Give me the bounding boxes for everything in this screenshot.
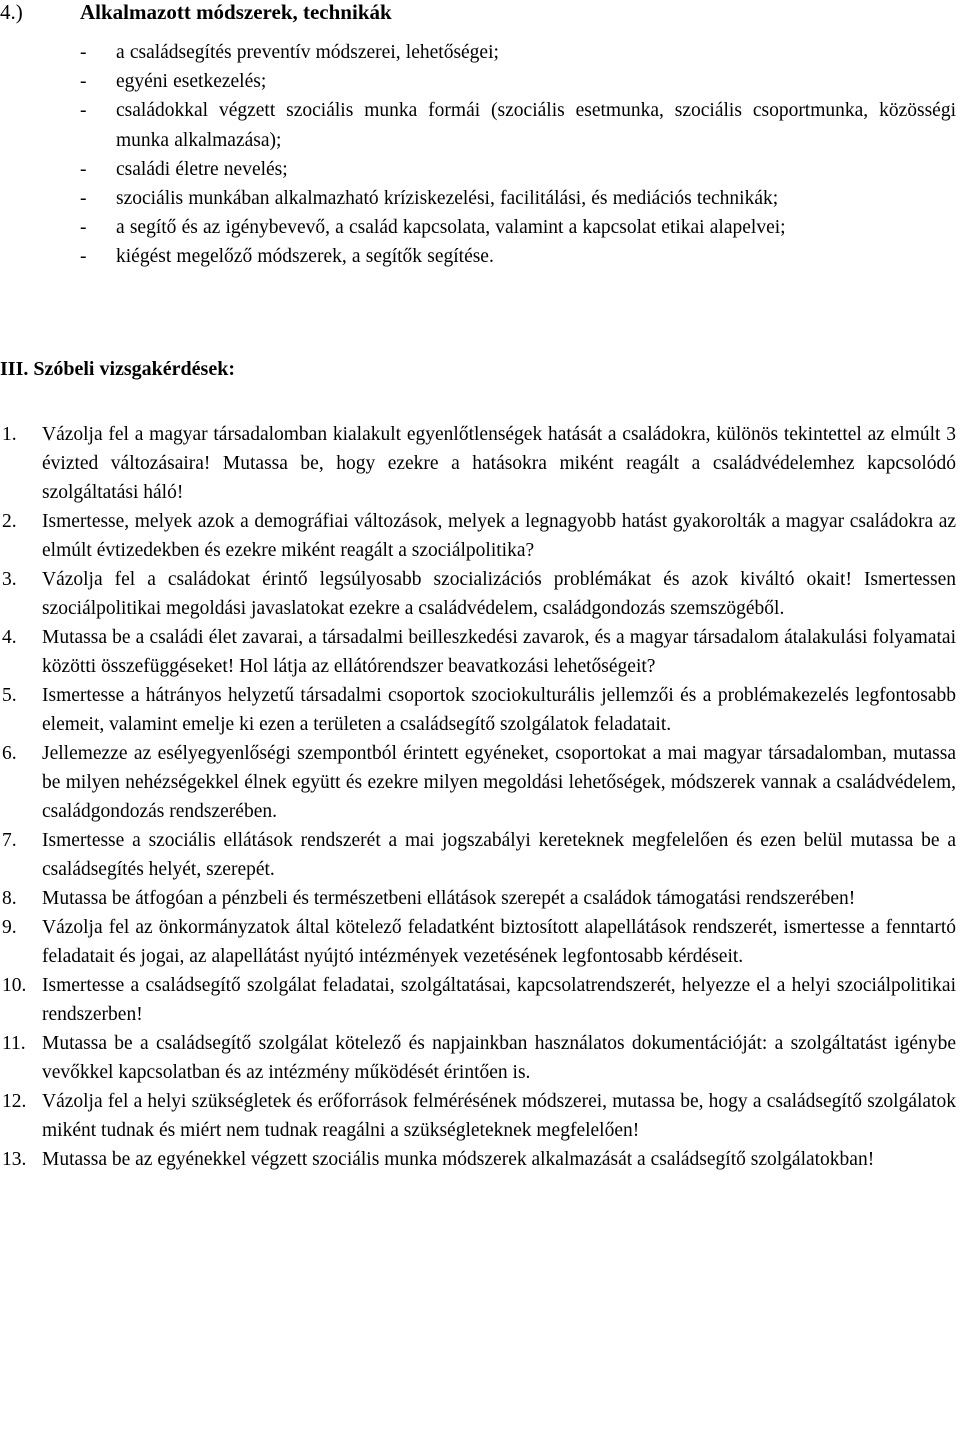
exam-questions-title: III. Szóbeli vizsgakérdések: <box>0 358 235 380</box>
exam-question <box>0 623 960 681</box>
method-text: a segítő és az igénybevevő, a család kapcsolata, valamint a kapcsolat etikai alapelvei; <box>116 217 786 239</box>
method-item <box>0 213 960 242</box>
question-number: 8. <box>2 888 17 909</box>
question-number: 11. <box>2 1033 26 1054</box>
method-list <box>0 38 960 272</box>
exam-question <box>0 681 960 739</box>
exam-question <box>0 1087 960 1145</box>
question-text: Ismertesse, melyek azok a demográfiai változások, melyek a legnagyobb hatást gyakorolták a magyar családokra az elmúlt évtizedekben és ezekre miként reagált a szociálpolitika? <box>42 511 956 561</box>
dash-marker: - <box>80 188 87 210</box>
question-number: 10. <box>2 975 27 996</box>
method-text: családi életre nevelés; <box>116 158 288 180</box>
question-text: Ismertesse a szociális ellátások rendszerét a mai jogszabályi kereteknek megfelelően és ezen belül mutassa be a családsegítés helyét, szerepét. <box>42 830 956 880</box>
dash-marker: - <box>80 71 87 93</box>
method-item <box>0 242 960 271</box>
section-heading <box>0 0 960 26</box>
question-number: 1. <box>2 424 17 445</box>
question-number: 9. <box>2 917 17 938</box>
question-text: Mutassa be a családi élet zavarai, a társadalmi beilleszkedési zavarok, és a magyar társadalom átalakulási folyamatai közötti összefüggéseket! Hol látja az ellátórendszer beavatkozási lehetőségeit? <box>42 627 956 677</box>
section-title: Alkalmazott módszerek, technikák <box>80 0 392 24</box>
question-text: Ismertesse a családsegítő szolgálat feladatai, szolgáltatásai, kapcsolatrendszerét, helyezze el a helyi szociálpolitikai rendszerben! <box>42 975 956 1025</box>
exam-question <box>0 739 960 826</box>
question-number: 3. <box>2 569 17 590</box>
section-number: 4.) <box>0 0 23 24</box>
question-text: Ismertesse a hátrányos helyzetű társadalmi csoportok szociokulturális jellemzői és a problémakezelés legfontosabb elemeit, valamint emelje ki ezen a területen a családsegítő szolgálatok feladatait. <box>42 685 956 735</box>
question-number: 2. <box>2 511 17 532</box>
question-number: 4. <box>2 627 17 648</box>
dash-marker: - <box>80 246 87 268</box>
exam-question <box>0 971 960 1029</box>
exam-question-list <box>0 420 960 1174</box>
question-number: 12. <box>2 1091 27 1112</box>
exam-question <box>0 884 960 913</box>
question-text: Jellemezze az esélyegyenlőségi szempontból érintett egyéneket, csoportokat a mai magyar társadalomban, mutassa be milyen nehézségekkel élnek együtt és ezekre milyen megoldási lehetőségek, módszerek vannak a családvédelem, családgondozás rendszerében. <box>42 743 956 822</box>
dash-marker: - <box>80 42 87 63</box>
method-text: kiégést megelőző módszerek, a segítők segítése. <box>116 246 494 268</box>
question-number: 13. <box>2 1149 27 1170</box>
question-text: Mutassa be a családsegítő szolgálat kötelező és napjainkban használatos dokumentációját: a szolgáltatást igénybe vevőkkel kapcsolatban és az intézmény működését érintően is. <box>42 1033 956 1083</box>
method-text: egyéni esetkezelés; <box>116 71 267 93</box>
dash-marker: - <box>80 158 87 180</box>
method-item <box>0 67 960 96</box>
question-text: Mutassa be átfogóan a pénzbeli és természetbeni ellátások szerepét a családok támogatási rendszerében! <box>42 888 856 909</box>
exam-question <box>0 565 960 623</box>
method-item <box>0 38 960 67</box>
exam-question <box>0 1029 960 1087</box>
method-item <box>0 184 960 213</box>
exam-question <box>0 1145 960 1174</box>
question-text: Vázolja fel a magyar társadalomban kialakult egyenlőtlenségek hatását a családokra, különös tekintettel az elmúlt 3 évizted változásaira! Mutassa be, hogy ezekre a hatásokra miként reagált a családvédelemhez kapcsolódó szolgáltatási háló! <box>42 424 956 503</box>
method-text: a családsegítés preventív módszerei, lehetőségei; <box>116 42 499 63</box>
question-number: 5. <box>2 685 17 706</box>
method-item <box>0 155 960 184</box>
question-number: 7. <box>2 830 17 851</box>
exam-question <box>0 826 960 884</box>
question-text: Mutassa be az egyénekkel végzett szociális munka módszerek alkalmazását a családsegítő szolgálatokban! <box>42 1149 875 1170</box>
method-text: szociális munkában alkalmazható kríziskezelési, facilitálási, és mediációs technikák; <box>116 188 779 210</box>
method-text: családokkal végzett szociális munka formái (szociális esetmunka, szociális csoportmunka, közösségi munka alkalmazása); <box>116 100 956 151</box>
method-item <box>0 96 960 154</box>
dash-marker: - <box>80 217 87 239</box>
dash-marker: - <box>80 100 87 122</box>
exam-question <box>0 913 960 971</box>
question-text: Vázolja fel a helyi szükségletek és erőforrások felmérésének módszerei, mutassa be, hogy a családsegítő szolgálatok miként tudnak és miért nem tudnak reagálni a szükségleteknek megfelelően! <box>42 1091 956 1141</box>
exam-question <box>0 420 960 507</box>
question-text: Vázolja fel a családokat érintő legsúlyosabb szocializációs problémákat és azok kiváltó okait! Ismertessen szociálpolitikai megoldási javaslatokat ezekre a családvédelem, családgondozás szemszögéből. <box>42 569 956 619</box>
exam-question <box>0 507 960 565</box>
question-text: Vázolja fel az önkormányzatok által kötelező feladatként biztosított alapellátások rendszerét, ismertesse a fenntartó feladatait és jogai, az alapellátást nyújtó intézmények vezetésének legfontosabb kérdéseit. <box>42 917 956 967</box>
question-number: 6. <box>2 743 17 764</box>
